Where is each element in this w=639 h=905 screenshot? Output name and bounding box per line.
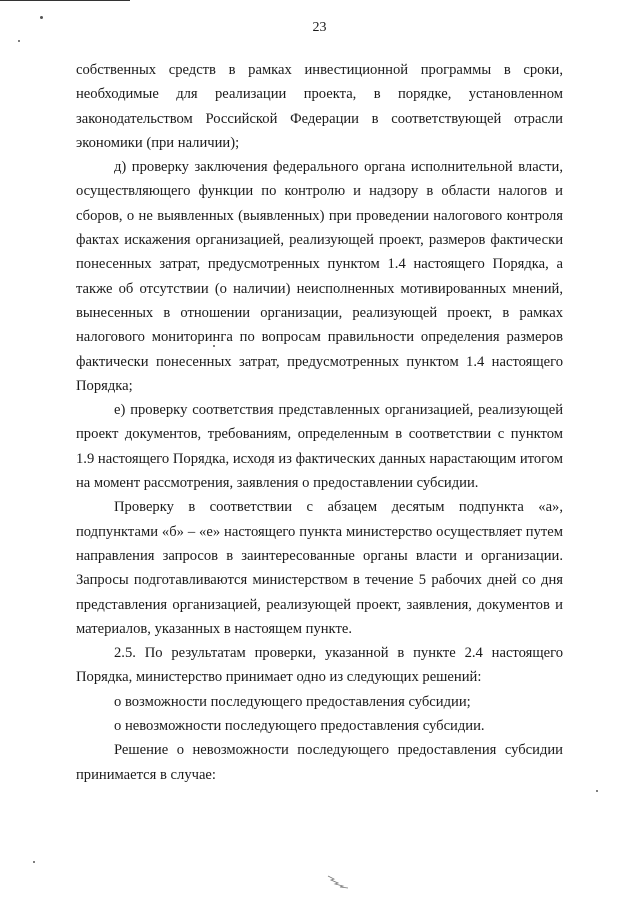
scan-speck	[33, 861, 35, 863]
top-edge-rule	[0, 0, 130, 1]
paragraph-item-e: е) проверку соответствия представленных организацией, реализующей проект документов, требованиям, определенным в соответствии с пунктом 1.9 настоящего Порядка, исходя из фактических данных нарастающим итогом на момент рассмотрения, заявления о предоставлении субсидии.	[76, 402, 563, 492]
decision-option-impossible: о невозможности последующего предоставления субсидии.	[114, 718, 485, 735]
paragraph-continuation: собственных средств в рамках инвестиционной программы в сроки, необходимые для реализации проекта, в порядке, установленном законодательством Российской Федерации в соответствующей отрасли экономики (при наличии);	[76, 62, 563, 151]
paragraph-verification: Проверку в соответствии с абзацем десятым подпункта «а», подпунктами «б» – «е» настоящего пункта министерство осуществляет путем направления запросов в заинтересованные органы власти и организации. Запросы подготавливаются министерством в течение 5 рабочих дней со дня представления организацией, реализующей проект, заявления, документов и материалов, указанных в настоящем пункте.	[76, 499, 563, 637]
page-number: 23	[312, 20, 327, 35]
scan-speck	[40, 16, 43, 19]
paragraph-item-d: д) проверку заключения федерального органа исполнительной власти, осуществляющего функции по контролю и надзору в области налогов и сборов, о не выявленных (выявленных) при проведении налогового контроля фактах искажения организацией, реализующей проект, размеров фактически понесенных затрат, предусмотренных пунктом 1.4 настоящего Порядка, а также об отсутствии (о наличии) неисполненных мотивированных мнений, вынесенных в отношении организации, реализующей проект, в рамках налогового мониторинга по вопросам правильности определения размеров фактически понесенных затрат, предусмотренных пунктом 1.4 настоящего Порядка;	[76, 159, 563, 394]
decision-option-possible: о возможности последующего предоставления субсидии;	[114, 693, 471, 710]
scan-speck	[213, 345, 215, 347]
paragraph-2-5: 2.5. По результатам проверки, указанной в пункте 2.4 настоящего Порядка, министерство принимает одно из следующих решений:	[76, 645, 563, 686]
scan-scribble	[326, 873, 352, 889]
document-body	[76, 58, 563, 787]
scan-speck	[18, 40, 20, 42]
scan-speck	[596, 790, 598, 792]
paragraph-refusal-cases: Решение о невозможности последующего предоставления субсидии принимается в случае:	[76, 742, 563, 783]
